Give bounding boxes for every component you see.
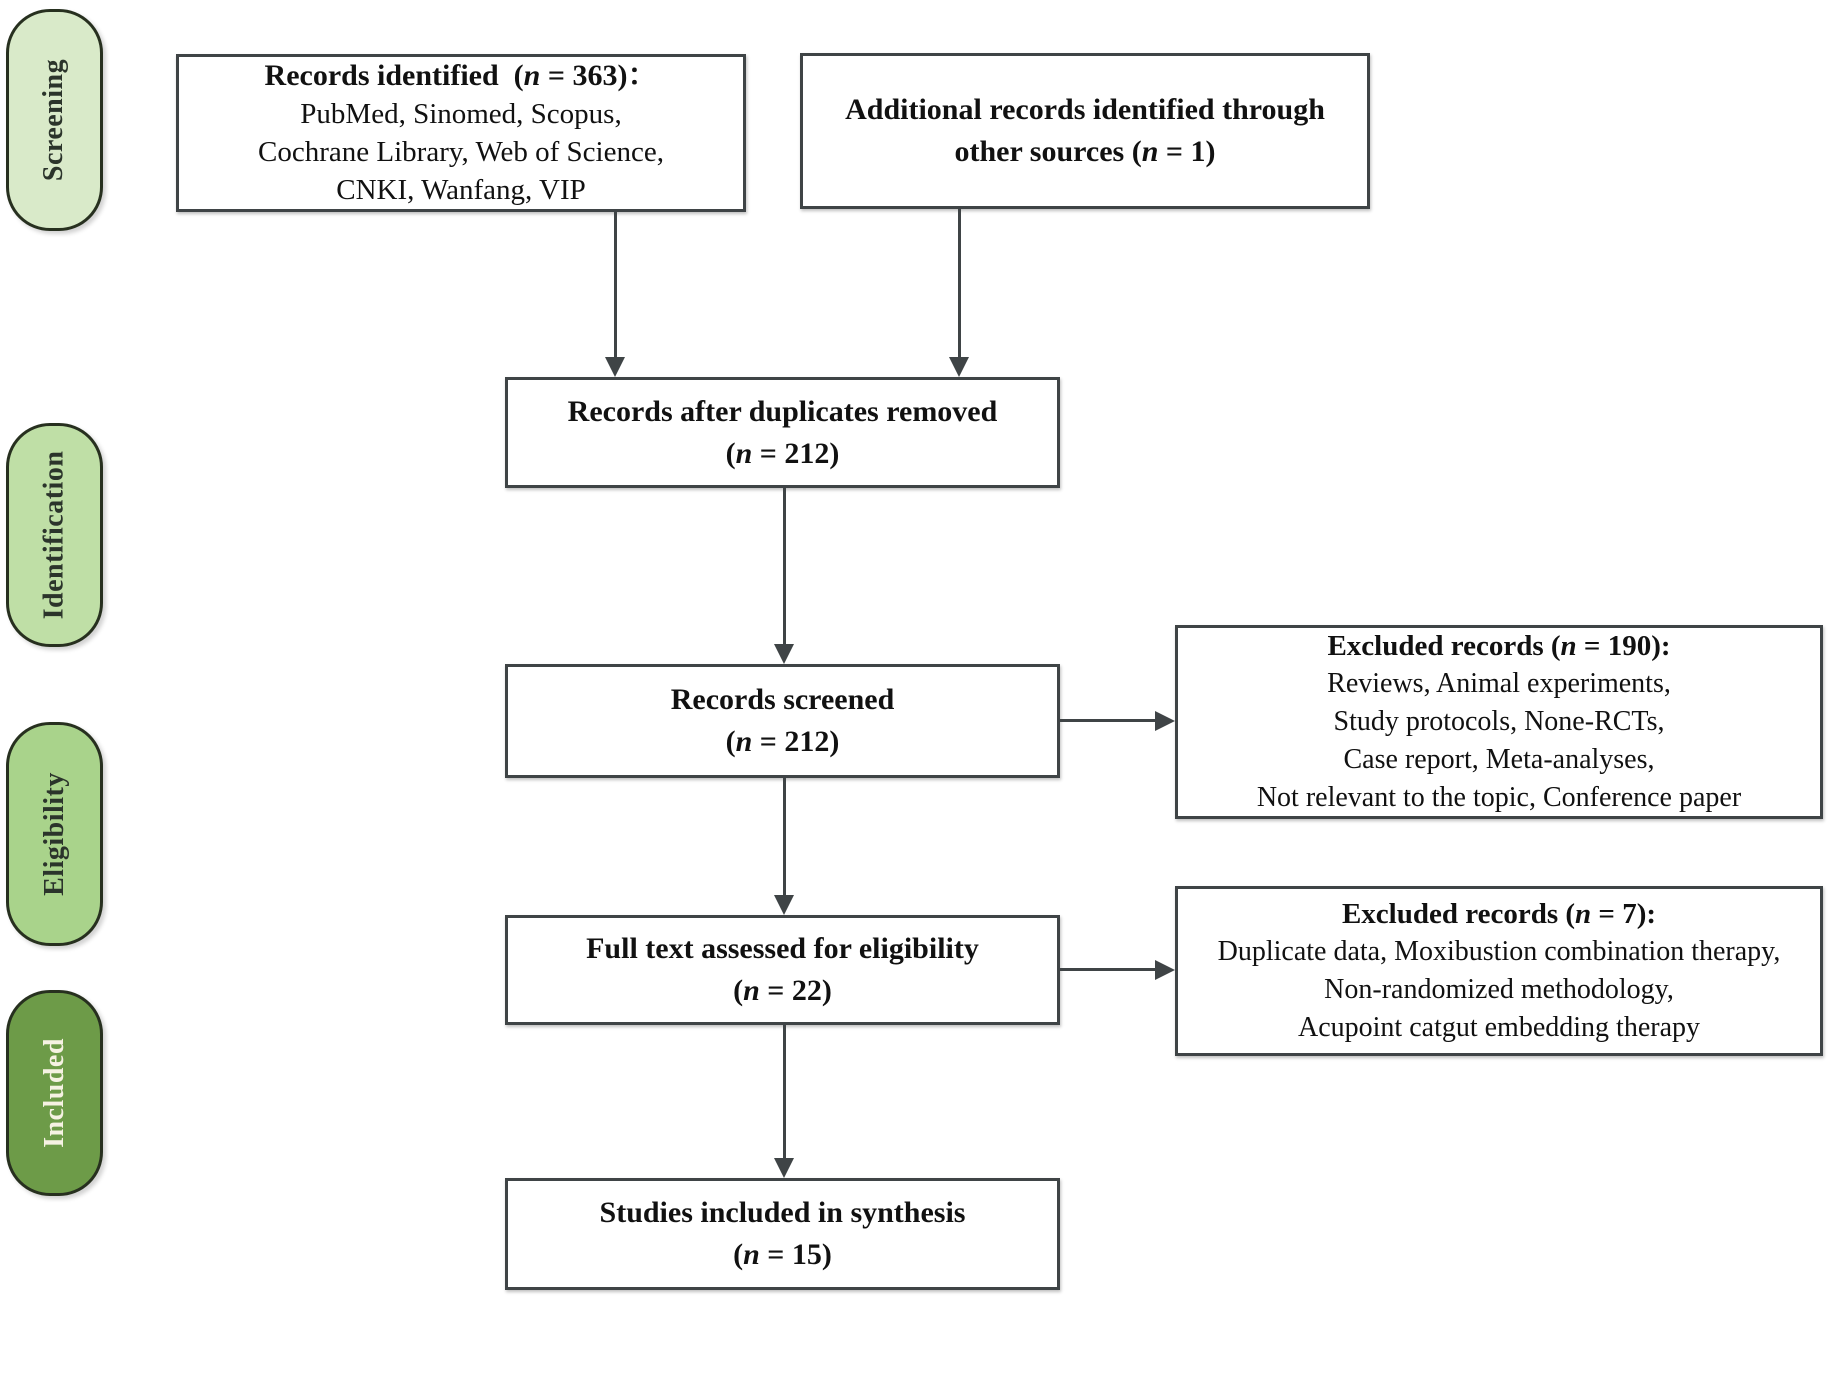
box-records-identified bbox=[176, 54, 746, 212]
box-title-line: Excluded records (n = 190): bbox=[1327, 630, 1671, 662]
box-title-line: Additional records identified through bbox=[845, 93, 1325, 126]
arrow-head bbox=[949, 357, 969, 377]
box-excluded-records-7 bbox=[1175, 886, 1823, 1056]
box-body-line: Reviews, Animal experiments, bbox=[1327, 668, 1671, 699]
arrow-line bbox=[1060, 968, 1156, 971]
box-full-text-assessed bbox=[505, 915, 1060, 1025]
arrow-head bbox=[774, 895, 794, 915]
stage-label-screening: Screening bbox=[38, 58, 70, 182]
sidebar-stage-included bbox=[6, 990, 103, 1196]
arrow-line bbox=[783, 778, 786, 895]
box-records-screened bbox=[505, 664, 1060, 778]
box-title-line: Studies included in synthesis bbox=[599, 1196, 966, 1229]
box-body-line: PubMed, Sinomed, Scopus, bbox=[300, 98, 622, 130]
box-excluded-records-190 bbox=[1175, 625, 1823, 819]
box-body-line: Case report, Meta-analyses, bbox=[1343, 744, 1655, 775]
box-body-line: Study protocols, None-RCTs, bbox=[1333, 706, 1665, 737]
box-title-line: (n = 212) bbox=[725, 436, 840, 470]
box-title-line: Records after duplicates removed bbox=[567, 394, 998, 428]
box-title-line: Records identified (n = 363)： bbox=[264, 59, 658, 92]
stage-label-identification: Identification bbox=[38, 450, 70, 620]
sidebar-stage-eligibility bbox=[6, 722, 103, 946]
arrow-head bbox=[774, 1158, 794, 1178]
box-title-line: Records screened bbox=[670, 683, 895, 716]
box-title-line: other sources (n = 1) bbox=[954, 135, 1216, 168]
arrow-head bbox=[1155, 711, 1175, 731]
sidebar-stage-identification bbox=[6, 423, 103, 647]
stage-label-included: Included bbox=[38, 1038, 70, 1148]
sidebar-stage-screening bbox=[6, 9, 103, 231]
box-title-line: (n = 15) bbox=[733, 1238, 832, 1271]
box-title-line: Excluded records (n = 7): bbox=[1341, 898, 1657, 930]
box-title-line: (n = 212) bbox=[725, 725, 840, 758]
arrow-line bbox=[958, 209, 961, 358]
box-body-line: CNKI, Wanfang, VIP bbox=[336, 174, 586, 206]
box-body-line: Not relevant to the topic, Conference paper bbox=[1256, 782, 1742, 813]
box-duplicates-removed bbox=[505, 377, 1060, 488]
arrow-head bbox=[605, 357, 625, 377]
arrow-line bbox=[1060, 719, 1156, 722]
stage-label-eligibility: Eligibility bbox=[38, 772, 70, 896]
arrow-line bbox=[783, 488, 786, 644]
arrow-line bbox=[614, 212, 617, 358]
box-body-line: Duplicate data, Moxibustion combination therapy, bbox=[1217, 936, 1781, 967]
box-studies-included bbox=[505, 1178, 1060, 1290]
box-body-line: Acupoint catgut embedding therapy bbox=[1298, 1012, 1700, 1043]
box-additional-records bbox=[800, 53, 1370, 209]
arrow-line bbox=[783, 1025, 786, 1158]
arrow-head bbox=[1155, 960, 1175, 980]
box-title-line: Full text assessed for eligibility bbox=[586, 932, 979, 965]
arrow-head bbox=[774, 644, 794, 664]
box-body-line: Non-randomized methodology, bbox=[1324, 974, 1674, 1005]
box-title-line: (n = 22) bbox=[733, 974, 832, 1007]
box-body-line: Cochrane Library, Web of Science, bbox=[258, 136, 664, 168]
